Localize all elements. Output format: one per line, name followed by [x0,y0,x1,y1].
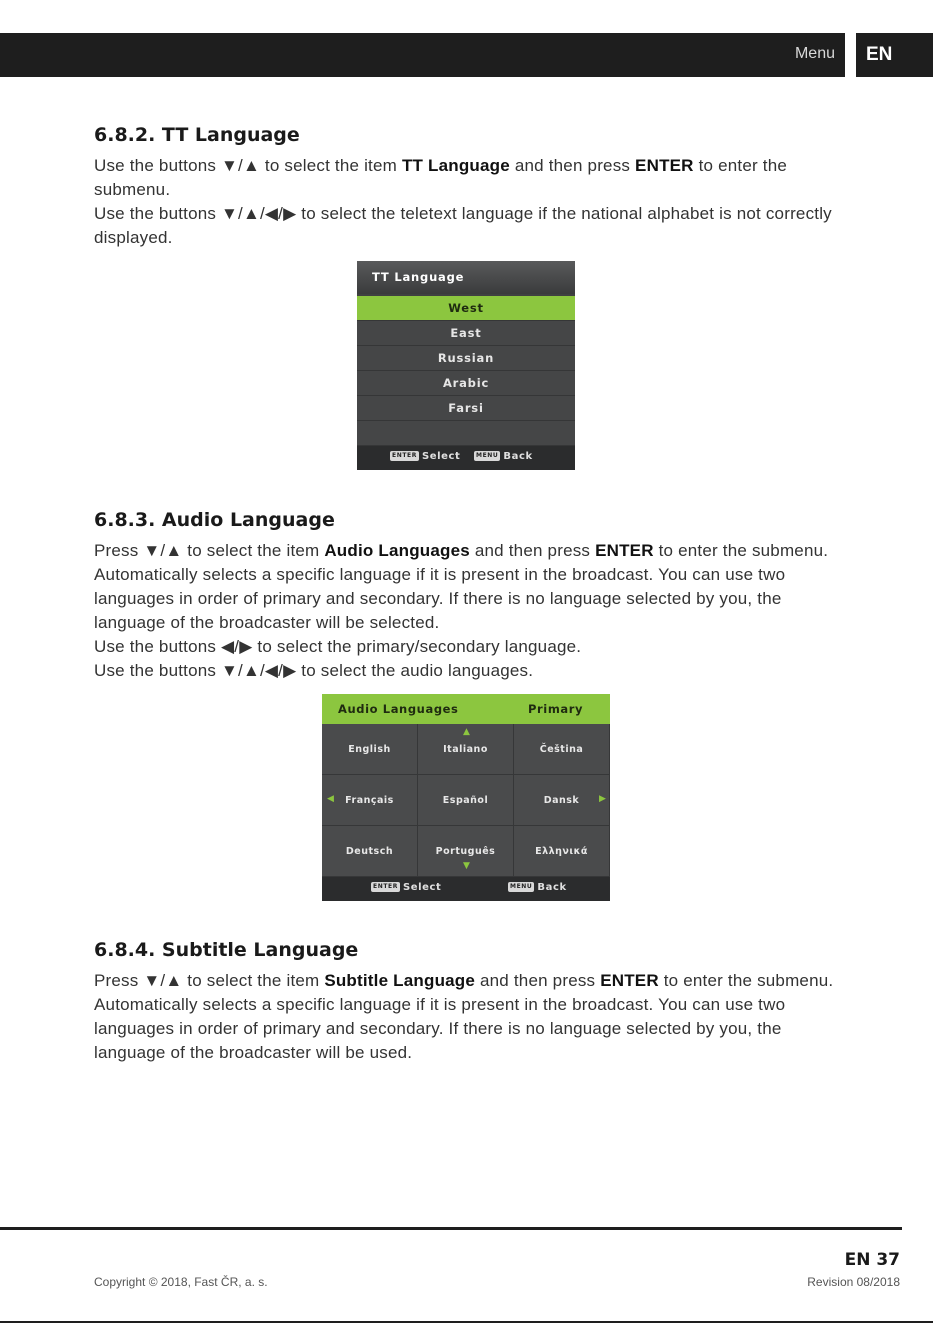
language-cell[interactable]: Deutsch [322,826,418,877]
menu-key-icon: MENU [510,883,533,890]
paragraph: Use the buttons ▼/▲ to select the item TT Language and then press ENTER to enter the submenu. [94,156,787,199]
header-menu-label: Menu [794,45,835,62]
section-tt-language [94,124,844,250]
tt-menu-item-farsi[interactable]: Farsi [357,396,575,421]
audio-menu-header [322,694,610,724]
bottom-divider [0,1321,933,1323]
language-cell[interactable]: Ελληνικά [514,826,610,877]
paragraph: Use the buttons ▼/▲/◀/▶ to select the teletext language if the national alphabet is not correctly displayed. [94,204,832,247]
select-hint: ENTER Select [392,451,461,462]
section-title: 6.8.4. Subtitle Language [94,939,359,961]
tt-menu-empty-row [357,421,575,446]
revision: Revision 08/2018 [807,1275,900,1289]
audio-menu-title: Audio Languages [338,702,459,716]
page-number: EN 37 [844,1250,900,1270]
header-language-badge: EN [856,33,933,77]
paragraph: Use the buttons ▼/▲/◀/▶ to select the audio languages. [94,661,534,680]
audio-mode-label[interactable]: Primary [528,702,584,716]
arrow-right-icon[interactable]: ▶ [599,794,606,804]
arrow-down-icon[interactable]: ▼ [463,861,470,871]
section-title: 6.8.2. TT Language [94,124,300,146]
enter-key-icon: ENTER [373,883,398,890]
language-cell[interactable]: Português [418,826,514,877]
menu-key-icon: MENU [476,452,499,459]
back-hint: MENU Back [476,451,533,462]
footer-divider [0,1227,902,1230]
header-bar [0,33,845,77]
language-cell[interactable]: Español [418,775,514,826]
language-cell[interactable]: English [322,724,418,775]
paragraph: Press ▼/▲ to select the item Subtitle Language and then press ENTER to enter the submenu. Automatically selects a specific language if it is present in the broadcast. You can use two languages in order of primary and secondary. If there is no language selected by you, the language of the broadcaster will be used. [94,971,834,1062]
language-cell[interactable]: Čeština [514,724,610,775]
tt-menu-footer [357,446,575,470]
language-cell[interactable]: Italiano [418,724,514,775]
tt-menu-item-russian[interactable]: Russian [357,346,575,371]
enter-key-icon: ENTER [392,452,417,459]
language-cell[interactable]: Dansk [514,775,610,826]
tt-language-menu [357,261,575,470]
language-cell[interactable]: Français [322,775,418,826]
back-hint: MENU Back [510,882,567,893]
select-hint: ENTER Select [373,882,442,893]
paragraph: Press ▼/▲ to select the item Audio Languages and then press ENTER to enter the submenu. Automatically selects a specific language if it is present in the broadcast. You can use two languages in order of primary and secondary. If there is no language selected by you, the language of the broadcaster will be selected. [94,541,829,632]
language-grid [322,724,610,877]
section-audio-language [94,509,844,683]
tt-menu-item-west[interactable]: West [357,296,575,321]
section-subtitle-language [94,939,844,1065]
arrow-up-icon[interactable]: ▲ [463,727,470,737]
tt-menu-item-arabic[interactable]: Arabic [357,371,575,396]
section-title: 6.8.3. Audio Language [94,509,335,531]
copyright: Copyright © 2018, Fast ČR, a. s. [94,1275,268,1289]
tt-menu-title: TT Language [357,261,575,294]
tt-menu-item-east[interactable]: East [357,321,575,346]
arrow-left-icon[interactable]: ◀ [327,794,334,804]
audio-languages-menu [322,694,610,901]
audio-menu-footer [322,877,610,901]
paragraph: Use the buttons ◀/▶ to select the primary/secondary language. [94,637,582,656]
